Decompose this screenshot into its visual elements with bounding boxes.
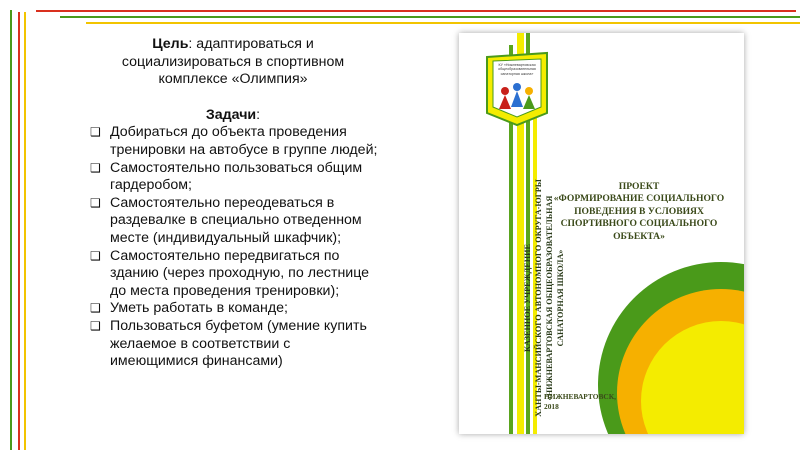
project-line: «ФОРМИРОВАНИЕ СОЦИАЛЬНОГО (553, 193, 725, 205)
tasks-colon: : (256, 106, 261, 123)
top-green-line (60, 16, 800, 18)
left-red-line (18, 12, 20, 450)
tasks-heading (88, 107, 378, 125)
project-line: ПОВЕДЕНИЯ В УСЛОВИЯХ (574, 205, 704, 217)
institution-line: «НИЖНЕВАРТОВСКАЯ ОБЩЕОБРАЗОВАТЕЛЬНАЯ (545, 195, 555, 401)
tasks-label: Задачи (205, 106, 257, 123)
city-year (544, 392, 616, 412)
list-item (88, 124, 378, 159)
task-text: Добираться до объекта проведения тренировки на автобусе в группе людей; (110, 124, 378, 158)
left-green-line (10, 10, 12, 450)
bullet-icon: ❑ (90, 301, 101, 316)
list-item (88, 160, 378, 195)
task-text: Самостоятельно пользоваться общим гардеробом; (110, 159, 363, 194)
left-yellow-line (24, 12, 26, 450)
top-red-line (36, 10, 796, 12)
task-text: Самостоятельно переодеваться в раздевалке в специально отведенном месте (индивидуальный шкафчик); (110, 194, 362, 246)
bullet-icon: ❑ (90, 195, 101, 210)
goal-paragraph (88, 36, 378, 89)
institution-line: ХАНТЫ-МАНСИЙСКОГО АВТОНОМНОГО ОКРУГА-ЮГРЫ (534, 179, 544, 417)
task-text: Пользоваться буфетом (умение купить желаемое в соответствии с имеющимися финансами) (110, 317, 367, 370)
project-line: СПОРТИВНОГО СОЦИАЛЬНОГО (560, 218, 718, 230)
institution-line: САНАТОРНАЯ ШКОЛА» (556, 249, 566, 347)
list-item (88, 318, 378, 371)
bullet-icon: ❑ (90, 125, 101, 140)
task-text: Уметь работать в команде; (110, 300, 288, 317)
project-line: ПРОЕКТ (618, 181, 660, 192)
logo-text: КУ «Нижневартовская общеобразовательная санаторная школа» (498, 63, 536, 76)
institution-line: КАЗЕННОЕ УЧРЕЖДЕНИЕ (523, 244, 533, 352)
task-text: Самостоятельно передвигаться по зданию (через проходную, по лестнице до места проведения тренировки); (110, 247, 370, 299)
tasks-list (88, 124, 378, 370)
list-item (88, 195, 378, 248)
project-line: ОБЪЕКТА» (613, 230, 665, 242)
year-text: 2018 (544, 402, 559, 411)
city-text: НИЖНЕВАРТОВСК, (544, 392, 616, 401)
bullet-icon: ❑ (90, 160, 101, 175)
cover-image (459, 33, 744, 434)
top-yellow-line (86, 22, 800, 24)
bullet-icon: ❑ (90, 248, 101, 263)
bullet-icon: ❑ (90, 318, 101, 333)
slide-text (88, 36, 378, 371)
list-item (88, 300, 378, 318)
list-item (88, 248, 378, 301)
decorative-circles (459, 33, 744, 434)
goal-text: : адаптироваться и социализироваться в спортивном комплексе «Олимпия» (121, 36, 345, 88)
goal-label: Цель (152, 36, 189, 52)
